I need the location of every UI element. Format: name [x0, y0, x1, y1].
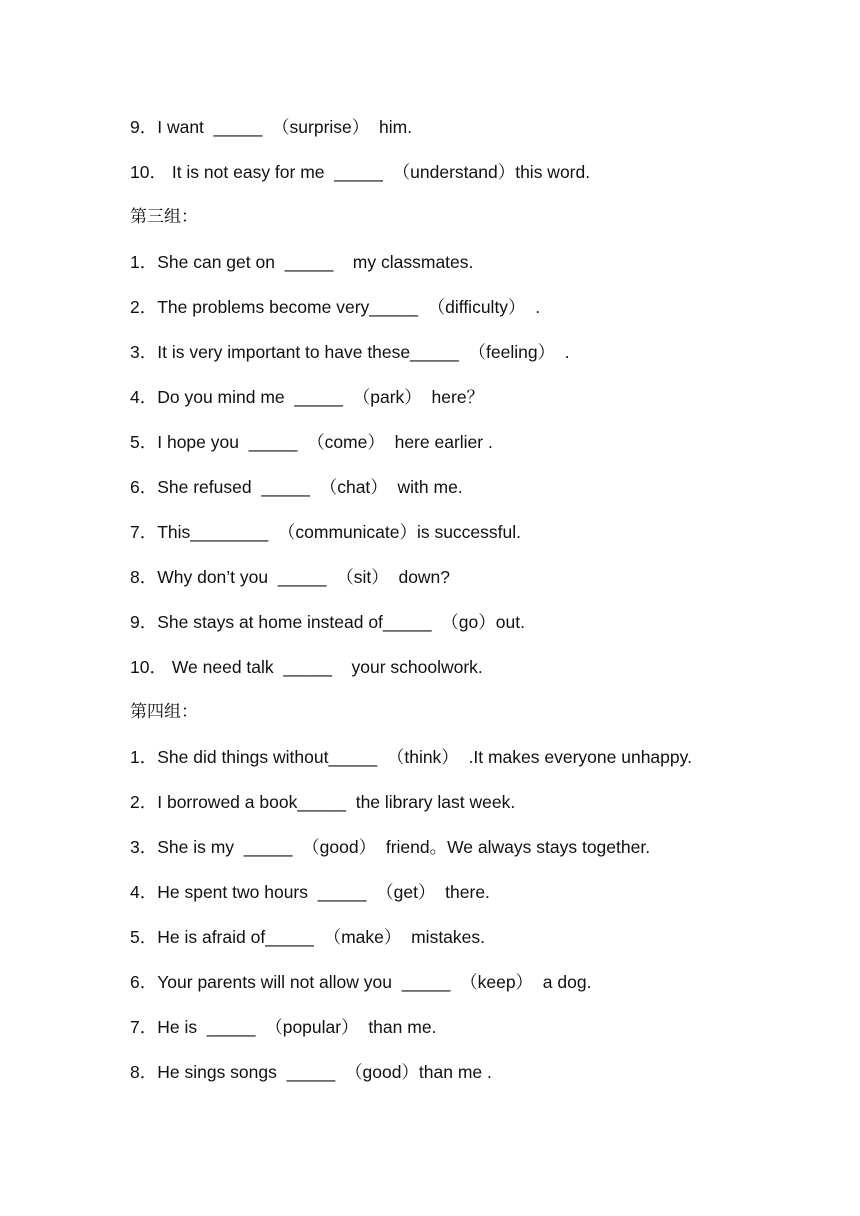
exercise-line: 2．The problems become very_____ （difficulty） . [130, 297, 541, 317]
exercise-line: 7．He is _____ （popular） than me. [130, 1017, 437, 1037]
exercise-line: 4．Do you mind me _____ （park） here？ [130, 387, 485, 407]
exercise-line: 6．She refused _____ （chat） with me. [130, 477, 463, 497]
exercise-line: 6．Your parents will not allow you _____ （keep） a dog. [130, 972, 592, 992]
exercise-line: 1．She can get on _____ my classmates. [130, 252, 474, 272]
exercise-line: 9．She stays at home instead of_____ （go）out. [130, 612, 525, 632]
exercise-line: 4．He spent two hours _____ （get） there. [130, 882, 490, 902]
exercise-line: 2．I borrowed a book_____ the library last week. [130, 792, 516, 812]
exercise-line: 3．She is my _____ （good） friend。We always stays together. [130, 837, 651, 857]
exercise-line: 7．This________ （communicate）is successful. [130, 522, 522, 542]
exercise-line: 10． It is not easy for me _____ （understand）this word. [130, 162, 591, 182]
exercise-line: 5．He is afraid of_____ （make） mistakes. [130, 927, 486, 947]
exercise-line: 5．I hope you _____ （come） here earlier . [130, 432, 493, 452]
exercise-line: 10． We need talk _____ your schoolwork. [130, 657, 483, 677]
section-heading: 第三组： [130, 207, 198, 227]
exercise-line: 3．It is very important to have these_____ （feeling） . [130, 342, 570, 362]
exercise-line: 9．I want _____ （surprise） him. [130, 117, 413, 137]
exercise-line: 1．She did things without_____ （think） .It makes everyone unhappy. [130, 747, 692, 767]
exercise-line: 8．Why don’t you _____ （sit） down? [130, 567, 451, 587]
section-heading: 第四组： [130, 702, 198, 722]
exercise-list [130, 105, 810, 1095]
exercise-line: 8．He sings songs _____ （good）than me . [130, 1062, 492, 1082]
